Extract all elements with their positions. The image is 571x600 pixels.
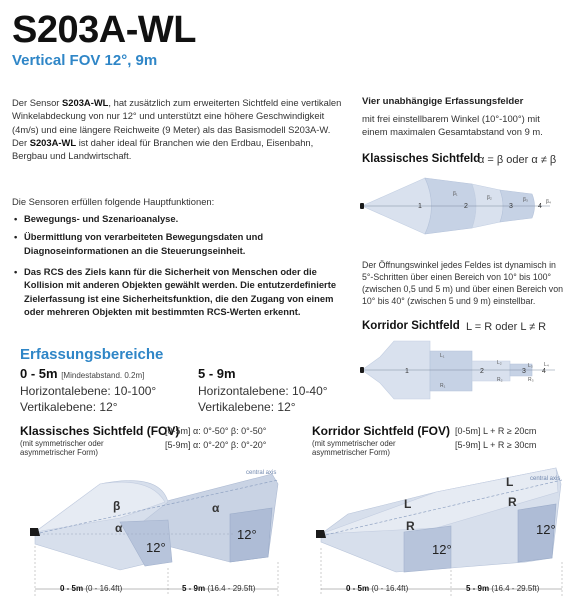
corridor-dim-near bbox=[346, 584, 408, 594]
corridor-label: Korridor Sichtfeld bbox=[362, 320, 460, 332]
corridor-fov-spec bbox=[455, 425, 536, 452]
corridor-1-label: 1 bbox=[405, 368, 409, 375]
classic-dim-far-ft: (16.4 - 29.5ft) bbox=[205, 584, 256, 593]
r1-label: R₁ bbox=[440, 383, 446, 389]
field-1-label: 1 bbox=[418, 203, 422, 210]
far-horizontal: Horizontalebene: 10-40° bbox=[198, 384, 328, 398]
beta-3-label: β₃ bbox=[523, 197, 528, 203]
corridor-fov-sub: (mit symmetrischer oder asymmetrischer Form) bbox=[312, 439, 396, 458]
near-horizontal: Horizontalebene: 10-100° bbox=[20, 384, 157, 398]
corridor-fov-spec-far: [5-9m] L + R ≥ 30cm bbox=[455, 439, 537, 450]
corridor-2-label: 2 bbox=[480, 368, 484, 375]
intro-text bbox=[12, 96, 342, 163]
classic-dim-far bbox=[182, 584, 255, 594]
l2-label: L₂ bbox=[497, 360, 502, 366]
beta-label: β bbox=[113, 499, 121, 513]
corridor-dim-near-range: 0 - 5m bbox=[346, 584, 370, 593]
intro-p2-model: S203A-WL bbox=[29, 137, 77, 149]
fields-note: Der Öffnungswinkel jedes Feldes ist dynamisch in 5°-Schritten über einen Bereich von 10° bis 100° (zwischen 0,5 und 5 m) und über einen Bereich von 10° bis 40° (zwischen 5 und 9 m) einstellbar. bbox=[362, 260, 563, 306]
classic-fov-diagram bbox=[0, 462, 286, 600]
fields-text: mit frei einstellbarem Winkel (10°-100°) mit einem maximalen Gesamtabstand von 9 m. bbox=[362, 113, 543, 138]
fields-heading: Vier unabhängige Erfassungsfelder bbox=[362, 96, 524, 107]
function-item: • Übermittlung von verarbeiteten Bewegungsdaten und Diagnoseinformationen an die Steuerungseinheit. bbox=[12, 230, 342, 257]
far-vertical: Vertikalebene: 12° bbox=[198, 400, 296, 414]
page-title: S203A-WL bbox=[12, 9, 196, 51]
beta-2-label: β₂ bbox=[487, 195, 492, 201]
classic-fov-spec-near: [0-5m] α: 0°-50° β: 0°-50° bbox=[165, 426, 267, 436]
intro-p1-model: S203A-WL bbox=[62, 97, 109, 108]
near-range-value: 0 - 5m bbox=[20, 366, 58, 381]
l-near-label: L bbox=[404, 497, 412, 511]
intro-p2-a: Der bbox=[12, 137, 30, 149]
far-range: 5 - 9m bbox=[198, 366, 236, 381]
corridor-fov-spec-near: [0-5m] L + R ≥ 20cm bbox=[455, 426, 537, 436]
vertical-angle-far: 12° bbox=[536, 522, 556, 537]
l1-label: L₁ bbox=[440, 353, 445, 359]
field-4-label: 4 bbox=[538, 203, 542, 210]
corridor-dim-far bbox=[466, 584, 539, 594]
corridor-fov-diagram bbox=[286, 462, 571, 600]
classic-dim-near bbox=[60, 584, 122, 594]
functions-lead: Die Sensoren erfüllen folgende Hauptfunktionen: bbox=[12, 196, 215, 207]
classic-dim-near-ft: (0 - 16.4ft) bbox=[83, 584, 123, 593]
classic-fov-spec-far: [5-9m] α: 0°-20° β: 0°-20° bbox=[165, 439, 267, 450]
central-axis-label: central axis bbox=[246, 470, 277, 476]
classic-fov-spec bbox=[165, 425, 266, 452]
sensor-icon bbox=[360, 203, 364, 209]
l4-label: L₄ bbox=[544, 362, 549, 368]
central-axis-label: central axis bbox=[530, 476, 561, 482]
corridor-formula: L = R oder L ≠ R bbox=[466, 321, 547, 333]
sensor-icon bbox=[360, 367, 364, 373]
beta-4-label: β₄ bbox=[546, 199, 551, 205]
r-near-label: R bbox=[406, 519, 415, 533]
l-far-label: L bbox=[506, 475, 514, 489]
l3-label: L₃ bbox=[528, 363, 533, 369]
corridor-field-2 bbox=[430, 351, 472, 391]
classic-fields-diagram bbox=[360, 170, 565, 240]
intro-p1-c: , hat zusätzlich zum erweiterten Sichtfeld eine vertikalen Winkelabdeckung von nur 12° und unterstützt eine höhere Geschwindigkeit (4m/s) und eine längere Reichweite (9 Meter) als das Basismodell S203A-W. bbox=[12, 97, 342, 135]
classic-dim-near-range: 0 - 5m bbox=[60, 584, 84, 593]
classic-dim-far-range: 5 - 9m bbox=[182, 584, 206, 593]
beta-1-label: β₁ bbox=[453, 191, 458, 197]
corridor-dim-far-range: 5 - 9m bbox=[466, 584, 490, 593]
ranges-heading: Erfassungsbereiche bbox=[20, 346, 164, 363]
corridor-3-label: 3 bbox=[522, 368, 526, 375]
functions-list bbox=[12, 212, 342, 323]
r2-label: R₂ bbox=[497, 377, 503, 383]
classic-fov-sub: (mit symmetrischer oder asymmetrischer Form) bbox=[20, 439, 104, 458]
corridor-fov-title: Korridor Sichtfeld (FOV) bbox=[312, 424, 450, 438]
alpha-far-label: α bbox=[212, 501, 220, 515]
vertical-angle-far: 12° bbox=[237, 527, 257, 542]
corridor-dim-far-ft: (16.4 - 29.5ft) bbox=[489, 584, 540, 593]
corridor-fields-diagram bbox=[360, 337, 565, 403]
field-2-label: 2 bbox=[464, 203, 468, 210]
field-3-label: 3 bbox=[509, 203, 513, 210]
corridor-dim-near-ft: (0 - 16.4ft) bbox=[369, 584, 409, 593]
function-item: • Bewegungs- und Szenarioanalyse. bbox=[12, 212, 342, 225]
corridor-field-3 bbox=[472, 361, 510, 381]
intro-p2-c: ist daher ideal für Branchen wie den Erdbau, Eisenbahn, Bergbau und Landwirtschaft. bbox=[12, 137, 314, 162]
near-range bbox=[20, 366, 144, 382]
classic-formula: α = β oder α ≠ β bbox=[478, 154, 557, 166]
r-far-label: R bbox=[508, 495, 517, 509]
vertical-angle-near: 12° bbox=[432, 542, 452, 557]
near-vertical: Vertikalebene: 12° bbox=[20, 400, 118, 414]
intro-p1-a: Der Sensor bbox=[12, 97, 63, 108]
near-range-note: [Mindestabstand. 0.2m] bbox=[61, 371, 145, 380]
corridor-4-label: 4 bbox=[542, 368, 546, 375]
classic-fov-title: Klassisches Sichtfeld (FOV) bbox=[20, 424, 180, 438]
alpha-near-label: α bbox=[115, 521, 123, 535]
classic-label: Klassisches Sichtfeld bbox=[362, 153, 481, 165]
r3-label: R₃ bbox=[528, 377, 534, 383]
page-subtitle: Vertical FOV 12°, 9m bbox=[12, 52, 158, 69]
vertical-angle-near: 12° bbox=[146, 540, 166, 555]
function-item: • Das RCS des Ziels kann für die Sicherheit von Menschen oder die Kollision mit anderen Objekten gewählt werden. Die entutzerdefinierte Zielerfassung ist eine Sicherheitsfunktion, die den Zugang von einem oder mehreren Objekten mit bestimmten RCS-Werten erkennt. bbox=[12, 265, 342, 318]
